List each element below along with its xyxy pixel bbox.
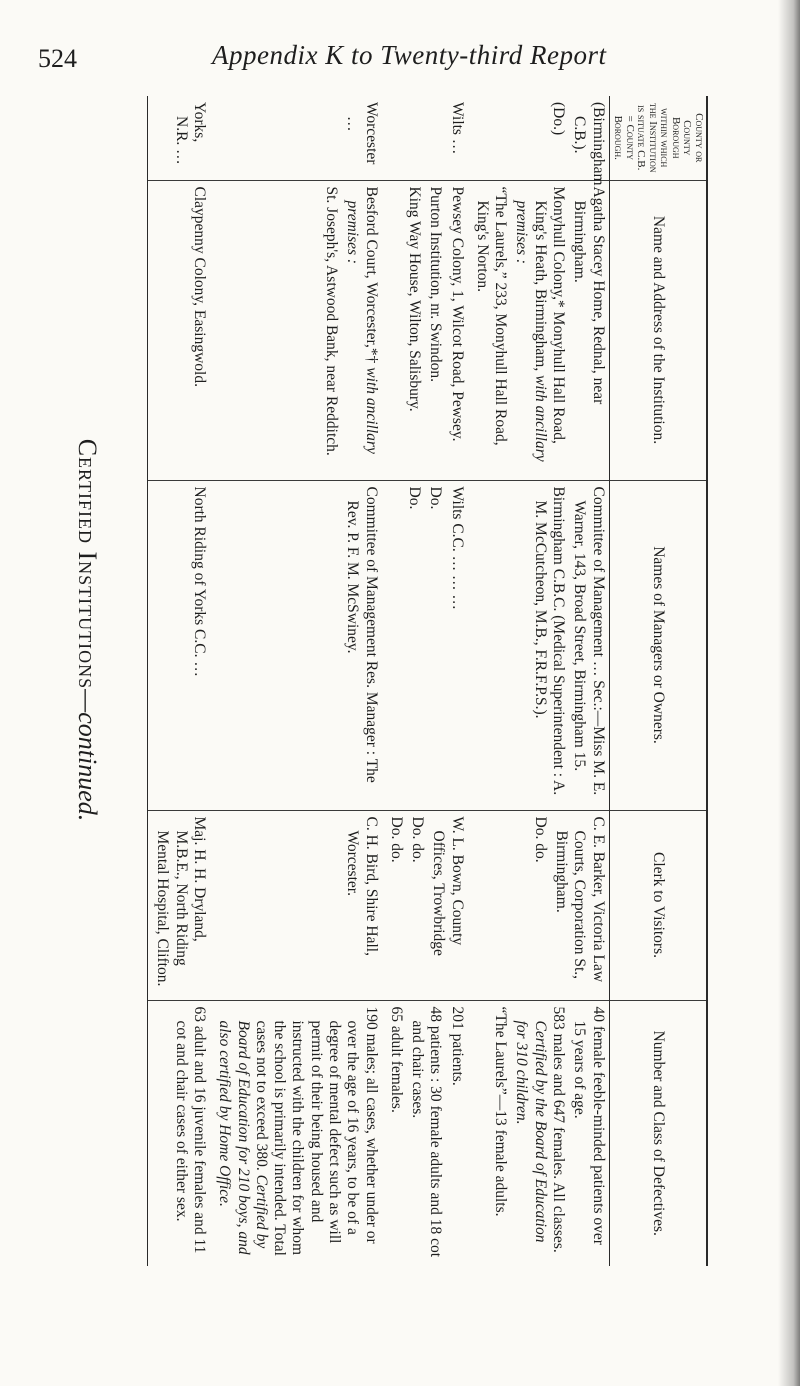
clerk-entry: Do. do. xyxy=(531,816,549,863)
name-text: Purton Institution, nr. Swindon. xyxy=(427,186,445,382)
name-text: St. Joseph's, Astwood Bank, near Redditch. xyxy=(322,186,340,456)
cell-class xyxy=(382,1000,468,1266)
clerk-entry: W. L. Bown, County Offices, Trowbridge xyxy=(430,816,466,956)
clerk-entry: Do. do. xyxy=(387,816,405,863)
class-entry xyxy=(512,1007,567,1261)
cell-managers xyxy=(210,480,382,810)
class-entry xyxy=(171,1007,208,1261)
page-number: 524 xyxy=(38,44,77,73)
cell-clerk xyxy=(382,810,468,1000)
cell-name xyxy=(210,180,382,480)
class-text: “The Laurels”—13 female adults. xyxy=(492,1006,510,1217)
county-entry: Worcester … xyxy=(344,102,380,165)
name-entry xyxy=(447,187,465,474)
managers-entry: Committee of Management … Sec.:—Miss M. E. Warner, 143, Broad Street, Birmingham 15. xyxy=(571,486,607,796)
section-title-main: Certified Institutions xyxy=(73,438,102,690)
institutions-table xyxy=(147,96,708,1266)
cell-managers xyxy=(468,480,609,810)
section-title-continued: —continued. xyxy=(73,689,102,822)
cell-name xyxy=(468,180,609,480)
cell-county xyxy=(148,96,210,180)
header-clerk: Clerk to Visitors. xyxy=(609,810,707,1000)
name-entry xyxy=(343,187,380,474)
class-text: 65 adult females. xyxy=(387,1006,405,1113)
class-entry xyxy=(570,1007,607,1261)
name-italic-suffix: with ancillary premises : xyxy=(344,200,380,454)
class-entry xyxy=(408,1007,445,1261)
class-entry xyxy=(447,1007,465,1261)
table-header-row xyxy=(609,96,707,1266)
name-italic-suffix: with ancillary premises : xyxy=(513,200,549,462)
county-entry: (Birmingham C.B.). xyxy=(571,102,607,186)
running-head: Appendix K to Twenty-third Report xyxy=(212,40,607,70)
institutions-table-wrap xyxy=(80,96,708,1266)
managers-entry: Do. xyxy=(427,486,445,510)
table-row xyxy=(148,96,210,1266)
table-row xyxy=(382,96,468,1266)
class-text: 190 males; all cases, whether under or over the age of 16 years, to be of a degree of mental defect such as will permit of their being housed and instructed with the children for whom the school is primarily intended. Total cases not to exceed 380. xyxy=(252,1006,380,1256)
class-italic-note: Certified by Board of Education for 210 boys, and also certified by Home Office. xyxy=(216,1020,270,1255)
class-italic-note: Certified by the Board of Education for 310 children. xyxy=(513,1020,549,1243)
managers-entry: Do. xyxy=(406,486,424,510)
name-entry xyxy=(473,187,510,474)
cell-managers xyxy=(382,480,468,810)
name-entry xyxy=(426,187,444,474)
table-row xyxy=(210,96,382,1266)
cell-name xyxy=(148,180,210,480)
class-entry xyxy=(215,1007,380,1261)
managers-entry: Committee of Management Res. Manager : The Rev. P. F. M. McSwiney. xyxy=(344,486,380,783)
name-text: Agatha Stacey Home, Rednal, near Birmingham. xyxy=(571,186,607,405)
name-entry xyxy=(322,187,340,474)
name-text: Besford Court, Worcester,*† xyxy=(362,186,380,364)
name-text: King Way House, Wilton, Salisbury. xyxy=(406,186,424,412)
cell-class xyxy=(148,1000,210,1266)
class-text: 201 patients. xyxy=(448,1006,466,1086)
cell-managers xyxy=(148,480,210,810)
name-text: Pewsey Colony, 1, Wilcot Road, Pewsey. xyxy=(448,186,466,442)
cell-class xyxy=(468,1000,609,1266)
name-entry xyxy=(190,187,208,474)
cell-clerk xyxy=(148,810,210,1000)
header-managers: Names of Managers or Owners. xyxy=(609,480,707,810)
clerk-entry: C. H. Bird, Shire Hall, Worcester. xyxy=(344,816,380,956)
clerk-entry: C. E. Barker, Victoria Law Courts, Corporation St., Birmingham. xyxy=(553,816,607,983)
cell-county xyxy=(468,96,609,186)
class-entry xyxy=(491,1007,509,1261)
clerk-entry: Do. do. xyxy=(409,816,427,863)
header-class: Number and Class of Defectives. xyxy=(609,1000,707,1266)
clerk-entry: Maj. H. H. Dryland, M.B.E., North Riding Mental Hospital, Clifton. xyxy=(154,816,208,987)
county-entry: Yorks, N.R. … xyxy=(172,102,208,165)
name-text: “The Laurels,” 233, Monyhull Hall Road, King's Norton. xyxy=(473,186,510,446)
table-body xyxy=(148,96,609,1266)
cell-name xyxy=(382,180,468,480)
header-name: Name and Address of the Institution. xyxy=(609,180,707,480)
name-entry xyxy=(570,187,607,474)
county-entry: (Do.) xyxy=(550,102,568,136)
managers-entry: Birmingham C.B.C. (Medical Superintendent : A. M. McCutcheon, M.B., F.R.F.P.S.). xyxy=(531,486,568,796)
class-text: 48 patients : 30 female adults and 18 cot and chair cases. xyxy=(409,1006,445,1258)
managers-entry: North Riding of Yorks C.C. … xyxy=(191,486,208,677)
table-row xyxy=(468,96,609,1266)
cell-clerk xyxy=(210,810,382,1000)
cell-class xyxy=(210,1000,382,1266)
cell-county xyxy=(382,96,468,180)
class-text: 583 males and 647 females. All classes. xyxy=(550,1006,568,1253)
name-entry xyxy=(512,187,567,474)
cell-clerk xyxy=(468,810,609,1000)
class-text: 63 adult and 16 juvenile females and 11 cot and chair cases of either sex. xyxy=(172,1006,208,1254)
scan-edge-shadow xyxy=(778,0,800,1386)
name-text: Monyhull Colony,* Monyhull Hall Road, King's Heath, Birmingham, xyxy=(531,186,568,444)
managers-entry: Wilts C.C. … … … xyxy=(448,486,466,610)
cell-county xyxy=(210,96,382,180)
name-entry xyxy=(405,187,423,474)
county-entry: Wilts … xyxy=(448,102,466,155)
name-text: Claypenny Colony, Easingwold. xyxy=(191,186,208,387)
header-county: County or County Borough within which the Institution is situate C.B. = County Borough. xyxy=(609,96,707,180)
class-entry xyxy=(387,1007,405,1261)
class-text: 40 female feeble-minded patients over 15 years of age. xyxy=(571,1006,607,1245)
